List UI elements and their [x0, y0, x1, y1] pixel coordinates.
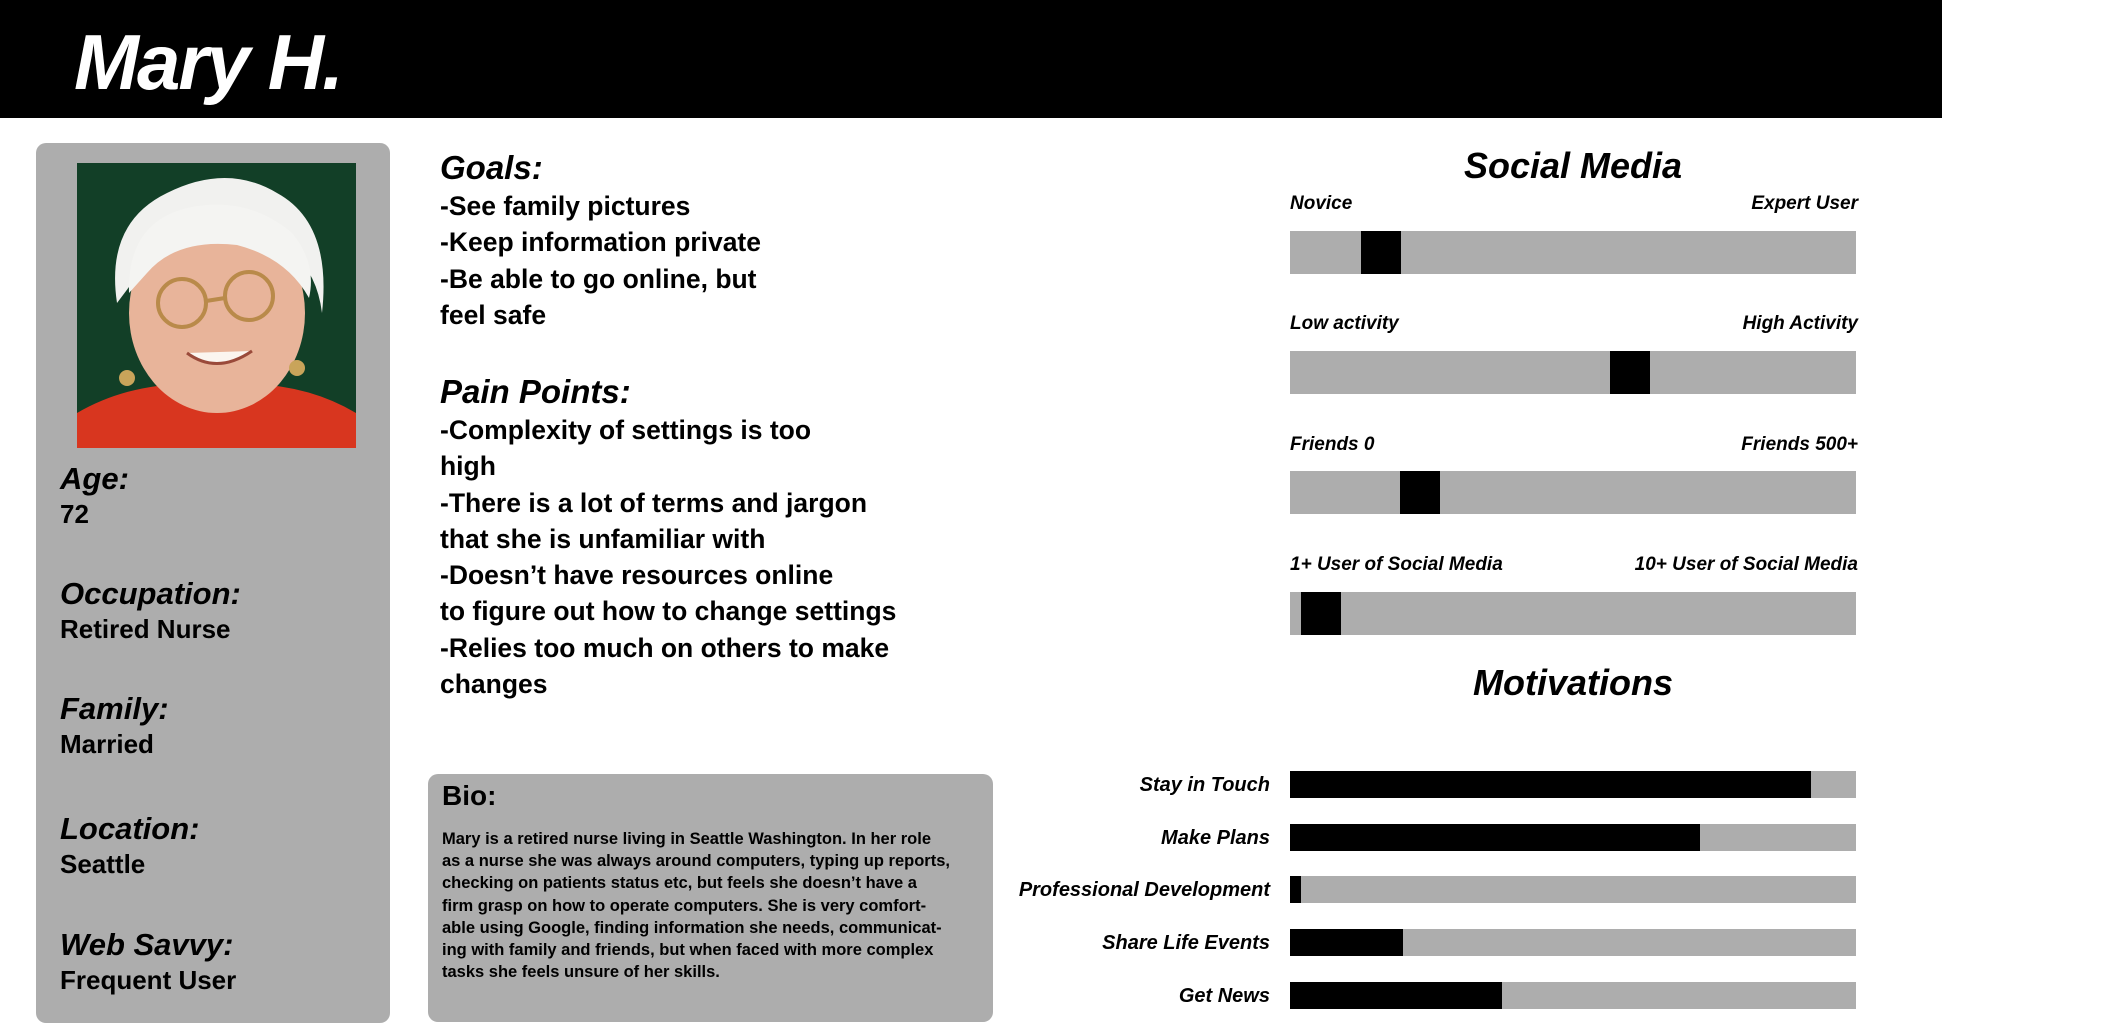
pain-point-line: to figure out how to change settings [440, 596, 897, 627]
goal-line: -Be able to go online, but [440, 263, 757, 294]
pain-points-section [440, 372, 1000, 702]
scale-high-label: 10+ User of Social Media [1634, 554, 1858, 575]
motivation-track [1290, 982, 1856, 1009]
scale-labels-friends [1290, 434, 1858, 458]
bio-line: able using Google, finding information she needs, communicat- [442, 918, 942, 937]
scale-marker [1301, 592, 1341, 635]
bio-line: firm grasp on how to operate computers. She is very comfort- [442, 896, 927, 915]
location-value: Seattle [60, 849, 146, 879]
scale-track-friends [1290, 471, 1856, 514]
bio-line: as a nurse she was always around computers, typing up reports, [442, 852, 950, 871]
motivation-track [1290, 771, 1856, 798]
scale-marker [1361, 231, 1401, 274]
persona-photo [77, 163, 356, 448]
pain-point-line: -Doesn’t have resources online [440, 560, 834, 591]
location-label: Location: [60, 811, 200, 846]
motivation-fill [1290, 929, 1403, 956]
goal-line: -See family pictures [440, 191, 691, 221]
motivation-fill [1290, 824, 1700, 851]
web-savvy-field [60, 927, 236, 997]
web-savvy-label: Web Savvy: [60, 927, 234, 962]
occupation-value: Retired Nurse [60, 614, 231, 644]
scale-low-label: Novice [1290, 193, 1353, 214]
motivation-track [1290, 929, 1856, 956]
header-banner [0, 0, 1942, 118]
goals-section [440, 148, 1000, 333]
scale-low-label: Low activity [1290, 313, 1399, 334]
location-field [60, 811, 200, 881]
age-field [60, 461, 129, 531]
motivation-fill [1290, 771, 1811, 798]
occupation-label: Occupation: [60, 576, 241, 611]
pain-point-line: high [440, 451, 496, 482]
motivation-row [960, 824, 1856, 852]
social-media-title: Social Media [1463, 145, 1683, 186]
goal-line: feel safe [440, 299, 547, 330]
bio-line: Mary is a retired nurse living in Seattle Washington. In her role [442, 830, 931, 848]
motivation-label: Professional Development [1018, 879, 1270, 901]
pain-point-line: that she is unfamiliar with [440, 523, 766, 554]
motivation-fill [1290, 982, 1502, 1009]
scale-high-label: High Activity [1742, 313, 1858, 334]
scale-low-label: Friends 0 [1290, 434, 1375, 455]
scale-labels-platforms [1290, 554, 1858, 578]
bio-title: Bio: [442, 780, 497, 811]
persona-name: Mary H. [74, 18, 342, 106]
bio-panel [428, 774, 993, 1022]
motivation-row [960, 982, 1856, 1010]
scale-low-label: 1+ User of Social Media [1290, 554, 1503, 575]
scale-high-label: Friends 500+ [1741, 434, 1858, 455]
family-value: Married [60, 729, 154, 759]
pain-points-title: Pain Points: [440, 373, 631, 410]
scale-track-experience [1290, 231, 1856, 274]
goal-line: -Keep information private [440, 227, 761, 258]
motivation-track [1290, 876, 1856, 903]
age-label: Age: [60, 461, 129, 496]
web-savvy-value: Frequent User [60, 965, 237, 995]
motivation-track [1290, 824, 1856, 851]
portrait-illustration [77, 163, 356, 448]
pain-point-line: changes [440, 669, 548, 700]
motivation-label: Share Life Events [1102, 932, 1270, 954]
occupation-field [60, 576, 241, 646]
scale-track-platforms [1290, 592, 1856, 635]
pain-point-line: -Relies too much on others to make [440, 632, 890, 663]
scale-track-activity [1290, 351, 1856, 394]
motivation-row [960, 876, 1856, 904]
bio-line: tasks she feels unsure of her skills. [442, 963, 720, 982]
motivation-fill [1290, 876, 1301, 903]
motivation-label: Make Plans [1161, 827, 1270, 849]
bio-line: checking on patients status etc, but feels she doesn’t have a [442, 874, 917, 893]
family-label: Family: [60, 691, 169, 726]
profile-panel [36, 143, 390, 1023]
pain-point-line: -Complexity of settings is too [440, 415, 812, 445]
motivation-row [960, 929, 1856, 957]
pain-point-line: -There is a lot of terms and jargon [440, 487, 868, 518]
scale-labels-activity [1290, 313, 1858, 337]
goals-title: Goals: [440, 149, 543, 186]
scale-labels-experience [1290, 193, 1858, 217]
bio-text [442, 828, 979, 983]
motivation-label: Get News [1178, 985, 1270, 1007]
motivation-row [960, 771, 1856, 799]
motivations-title: Motivations [1472, 662, 1673, 703]
scale-high-label: Expert User [1751, 193, 1858, 214]
bio-line: ing with family and friends, but when faced with more complex [442, 941, 934, 960]
scale-marker [1610, 351, 1650, 394]
scale-marker [1400, 471, 1440, 514]
family-field [60, 691, 169, 761]
age-value: 72 [60, 499, 89, 529]
motivation-label: Stay in Touch [1139, 774, 1270, 796]
